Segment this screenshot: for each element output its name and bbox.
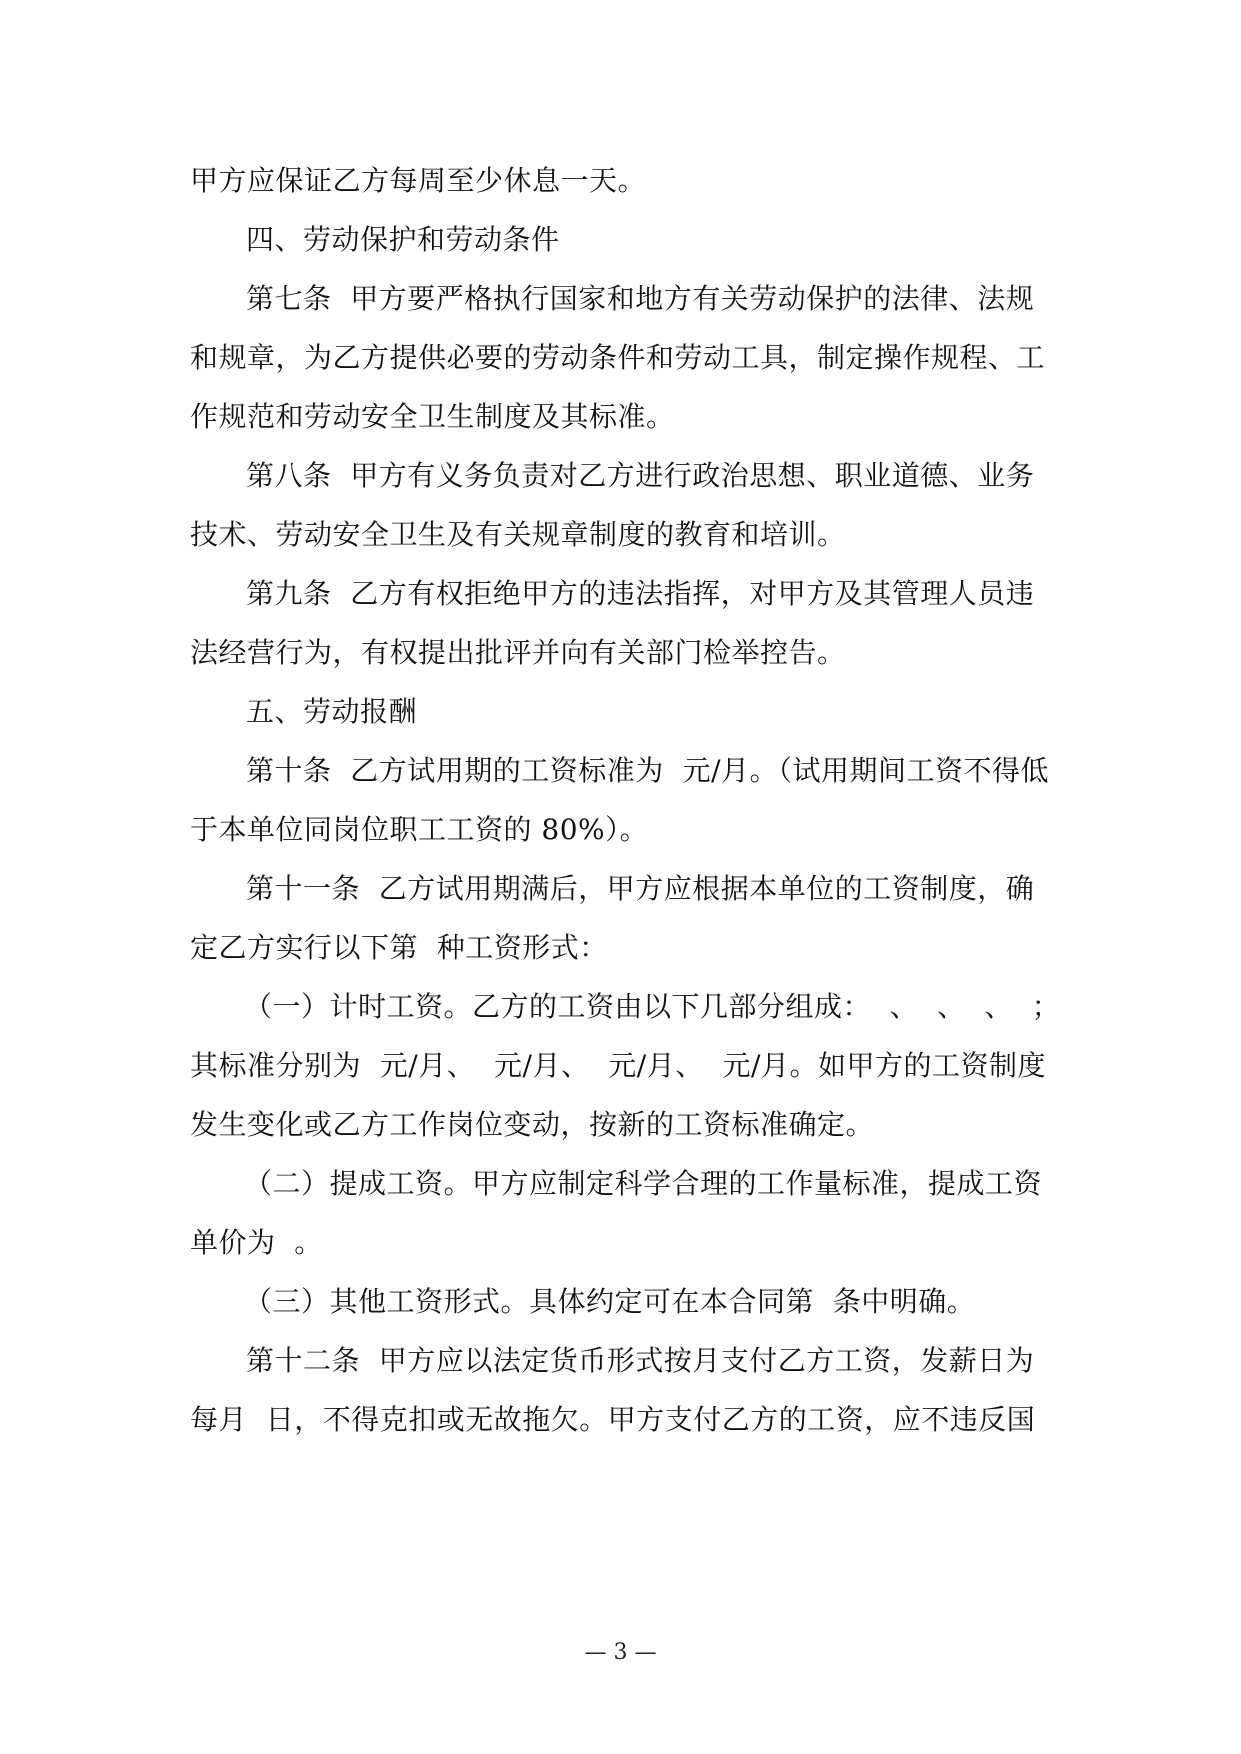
paragraph-line: 于本单位同岗位职工工资的 80%）。 — [190, 813, 649, 846]
document-body — [190, 151, 1061, 1449]
section-heading: 五、劳动报酬 — [246, 695, 418, 728]
paragraph-line: 发生变化或乙方工作岗位变动，按新的工资标准确定。 — [190, 1108, 875, 1141]
paragraph-line: 法经营行为，有权提出批评并向有关部门检举控告。 — [190, 636, 846, 669]
section-heading: 四、劳动保护和劳动条件 — [246, 223, 560, 256]
paragraph-line: 第九条 乙方有权拒绝甲方的违法指挥，对甲方及其管理人员违 — [246, 577, 1035, 610]
paragraph-line: 单价为 。 — [190, 1226, 323, 1259]
paragraph-line: 其标准分别为 元/月、 元/月、 元/月、 元/月。如甲方的工资制度 — [190, 1049, 1046, 1082]
paragraph-line: 第十二条 甲方应以法定货币形式按月支付乙方工资，发薪日为 — [246, 1344, 1035, 1377]
paragraph-line: 和规章，为乙方提供必要的劳动条件和劳动工具，制定操作规程、工 — [190, 341, 1046, 374]
paragraph-line: 作规范和劳动安全卫生制度及其标准。 — [190, 400, 675, 433]
paragraph-line: （一）计时工资。乙方的工资由以下几部分组成： 、 、 、 ； — [244, 990, 1061, 1023]
paragraph-line: 甲方应保证乙方每周至少休息一天。 — [190, 164, 647, 197]
paragraph-line: （三）其他工资形式。具体约定可在本合同第 条中明确。 — [244, 1285, 976, 1318]
paragraph-line: 技术、劳动安全卫生及有关规章制度的教育和培训。 — [190, 518, 846, 551]
page-number: — 3 — — [584, 1640, 657, 1665]
paragraph-line: （二）提成工资。甲方应制定科学合理的工作量标准，提成工资 — [244, 1167, 1043, 1200]
paragraph-line: 每月 日，不得克扣或无故拖欠。甲方支付乙方的工资，应不违反国 — [190, 1403, 1036, 1436]
paragraph-line: 第八条 甲方有义务负责对乙方进行政治思想、职业道德、业务 — [246, 459, 1035, 492]
paragraph-line: 第十一条 乙方试用期满后，甲方应根据本单位的工资制度，确 — [246, 872, 1035, 905]
paragraph-line: 定乙方实行以下第 种工资形式： — [190, 931, 608, 964]
paragraph-line: 第七条 甲方要严格执行国家和地方有关劳动保护的法律、法规 — [246, 282, 1035, 315]
paragraph-line: 第十条 乙方试用期的工资标准为 元/月。（试用期间工资不得低 — [246, 754, 1050, 787]
